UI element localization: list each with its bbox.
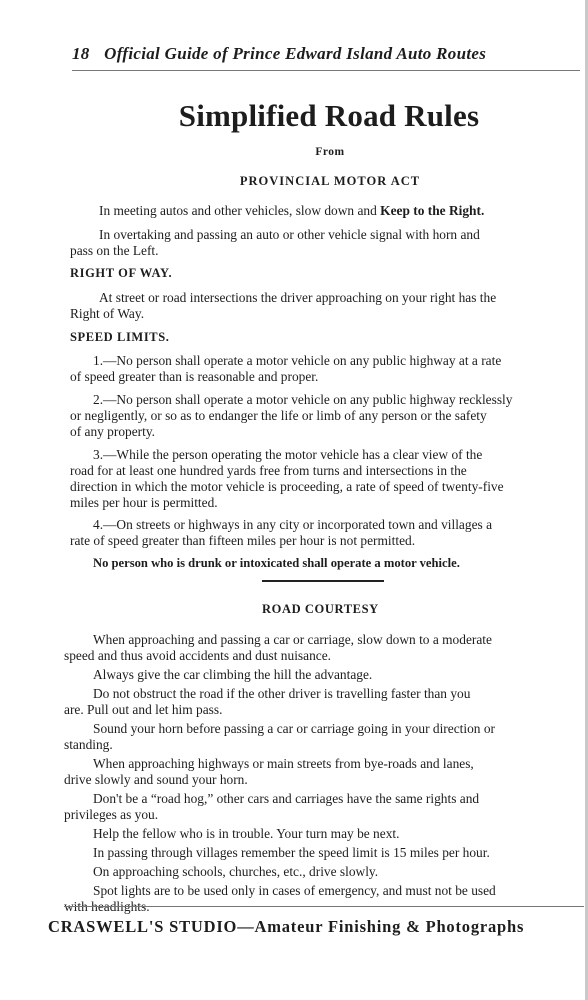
running-header <box>72 44 486 64</box>
courtesy-line-1: When approaching and passing a car or carriage, slow down to a moderate <box>93 632 492 647</box>
courtesy-line-11: privileges as you. <box>64 807 159 822</box>
speed-rule-1-line-2: of speed greater than is reasonable and proper. <box>70 369 319 384</box>
courtesy-line-9: drive slowly and sound your horn. <box>64 772 248 787</box>
road-courtesy-heading: ROAD COURTESY <box>262 602 379 616</box>
courtesy-line-13: In passing through villages remember the speed limit is 15 miles per hour. <box>93 845 490 860</box>
intro-line-1 <box>99 202 484 219</box>
advertisement-footer: CRASWELL'S STUDIO—Amateur Finishing & Photographs <box>48 917 525 936</box>
page-number: 18 <box>72 44 90 63</box>
courtesy-line-4: Do not obstruct the road if the other driver is travelling faster than you <box>93 686 471 701</box>
footer-rule <box>64 906 584 907</box>
courtesy-line-3: Always give the car climbing the hill the advantage. <box>93 667 373 682</box>
drunk-driving-warning: No person who is drunk or intoxicated shall operate a motor vehicle. <box>93 556 460 570</box>
intro-text: In meeting autos and other vehicles, slow down and <box>99 203 377 218</box>
act-heading: PROVINCIAL MOTOR ACT <box>239 174 421 188</box>
speed-rule-2-line-3: of any property. <box>70 424 156 439</box>
speed-rule-2-line-2: or negligently, or so as to endanger the life or limb of any person or the safety <box>70 408 487 423</box>
intro-line-3: pass on the Left. <box>70 243 159 258</box>
speed-rule-3-line-3: direction in which the motor vehicle is proceeding, a rate of speed of twenty-five <box>70 479 504 494</box>
intro-line-2: In overtaking and passing an auto or other vehicle signal with horn and <box>99 227 480 242</box>
right-of-way-heading: RIGHT OF WAY. <box>70 266 173 280</box>
courtesy-line-5: are. Pull out and let him pass. <box>64 702 223 717</box>
courtesy-line-14: On approaching schools, churches, etc., drive slowly. <box>93 864 379 879</box>
speed-rule-4-line-2: rate of speed greater than fifteen miles per hour is not permitted. <box>70 533 416 548</box>
courtesy-line-12: Help the fellow who is in trouble. Your turn may be next. <box>93 826 400 841</box>
courtesy-line-15: Spot lights are to be used only in cases of emergency, and must not be used <box>93 883 496 898</box>
right-of-way-line-1: At street or road intersections the driver approaching on your right has the <box>99 290 497 305</box>
speed-limits-heading: SPEED LIMITS. <box>70 330 170 344</box>
from-label: From <box>315 146 345 158</box>
speed-rule-1-line-1: 1.—No person shall operate a motor vehicle on any public highway at a rate <box>93 353 502 368</box>
courtesy-line-10: Don't be a “road hog,” other cars and carriages have the same rights and <box>93 791 480 806</box>
page-title: Simplified Road Rules <box>178 98 480 133</box>
header-rule <box>72 70 580 71</box>
right-of-way-line-2: Right of Way. <box>70 306 145 321</box>
speed-rule-4-line-1: 4.—On streets or highways in any city or incorporated town and villages a <box>93 517 493 532</box>
courtesy-line-16: with headlights. <box>64 899 150 914</box>
courtesy-line-7: standing. <box>64 737 113 752</box>
speed-rule-3-line-2: road for at least one hundred yards free from turns and intersections in the <box>70 463 467 478</box>
courtesy-line-2: speed and thus avoid accidents and dust nuisance. <box>64 648 331 663</box>
speed-rule-2-line-1: 2.—No person shall operate a motor vehicle on any public highway recklessly <box>93 392 513 407</box>
header-title: Official Guide of Prince Edward Island Auto Routes <box>104 44 487 63</box>
keep-right-emphasis: Keep to the Right. <box>380 203 485 218</box>
courtesy-line-6: Sound your horn before passing a car or carriage going in your direction or <box>93 721 495 736</box>
section-divider <box>262 580 384 582</box>
courtesy-line-8: When approaching highways or main streets from bye-roads and lanes, <box>93 756 474 771</box>
speed-rule-3-line-4: miles per hour is permitted. <box>70 495 218 510</box>
speed-rule-3-line-1: 3.—While the person operating the motor vehicle has a clear view of the <box>93 447 483 462</box>
